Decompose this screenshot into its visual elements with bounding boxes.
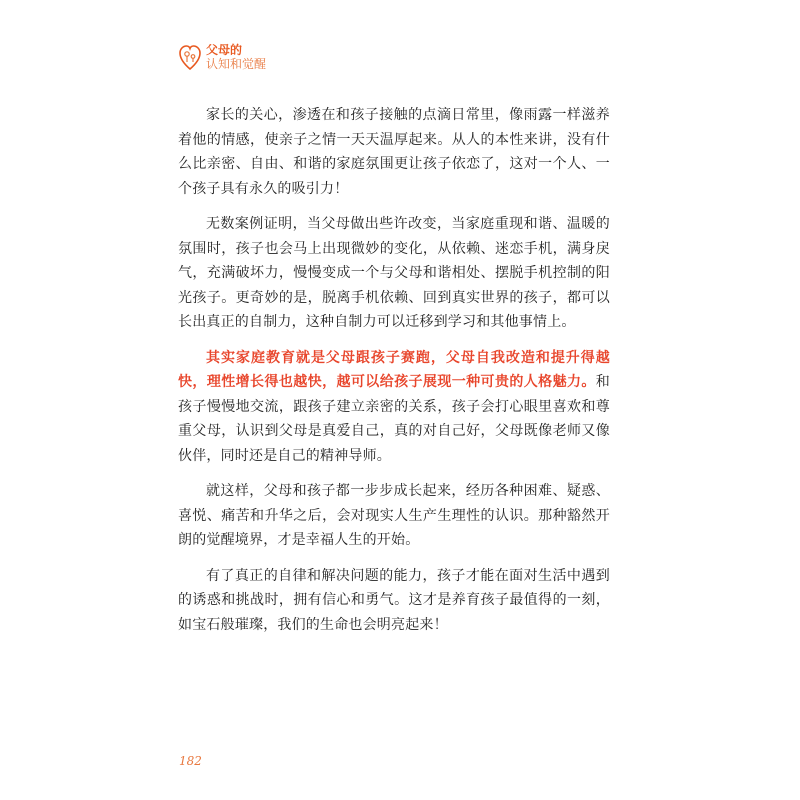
paragraph-2 <box>178 212 610 335</box>
header-title-line2: 认知和觉醒 <box>206 57 267 71</box>
paragraph-1 <box>178 103 610 201</box>
paragraph-text: 有了真正的自律和解决问题的能力，孩子才能在面对生活中遇到的诱惑和挑战时，拥有信心和勇气。这才是养育孩子最值得的一刻，如宝石般璀璨，我们的生命也会明亮起来！ <box>178 567 610 633</box>
paragraph-4 <box>178 479 610 553</box>
running-header <box>178 40 266 74</box>
paragraph-text: 和孩子慢慢地交流，跟孩子建立亲密的关系，孩子会打心眼里喜欢和尊重父母，认识到父母是真爱自己，真的对自己好，父母既像老师又像伙伴，同时还是自己的精神导师。 <box>178 374 610 464</box>
page-number: 182 <box>179 754 202 768</box>
header-title <box>206 43 266 71</box>
body-text <box>178 103 610 648</box>
header-title-line1: 父母的 <box>206 43 243 57</box>
paragraph-text: 无数案例证明，当父母做出些许改变，当家庭重现和谐、温暖的氛围时，孩子也会马上出现微妙的变化，从依赖、迷恋手机，满身戾气，充满破坏力，慢慢变成一个与父母和谐相处、摆脱手机控制的阳光孩子。更奇妙的是，脱离手机依赖、回到真实世界的孩子，都可以长出真正的自制力，这种自制力可以迁移到学习和其他事情上。 <box>178 216 610 330</box>
paragraph-5 <box>178 564 610 638</box>
paragraph-3 <box>178 346 610 469</box>
paragraph-text: 家长的关心，渗透在和孩子接触的点滴日常里，像雨露一样滋养着他的情感，使亲子之情一天天温厚起来。从人的本性来讲，没有什么比亲密、自由、和谐的家庭氛围更让孩子依恋了，这对一个人、一个孩子具有永久的吸引力！ <box>178 107 610 197</box>
highlighted-text: 其实家庭教育就是父母跟孩子赛跑，父母自我改造和提升得越快，理性增长得也越快，越可以给孩子展现一种可贵的人格魅力。 <box>178 349 610 390</box>
paragraph-text: 就这样，父母和孩子都一步步成长起来，经历各种困难、疑惑、喜悦、痛苦和升华之后，会对现实人生产生理性的认识。那种豁然开朗的觉醒境界，才是幸福人生的开始。 <box>178 483 610 548</box>
parent-child-heart-icon <box>178 42 202 72</box>
